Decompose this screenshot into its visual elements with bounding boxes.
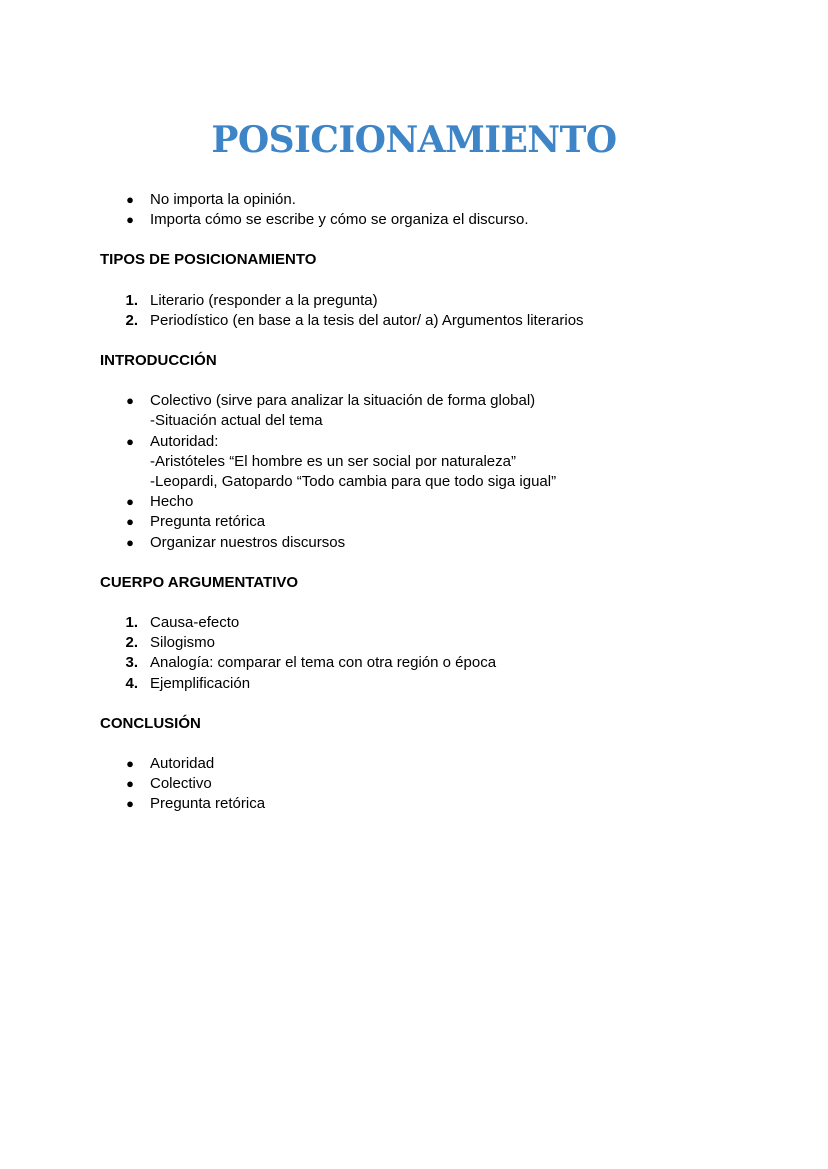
introduccion-bullet-list <box>100 391 780 553</box>
list-item-text: Pregunta retórica <box>150 513 266 531</box>
list-item <box>100 291 780 311</box>
list-item-text: Periodístico (en base a la tesis del autor/ a) Argumentos literarios <box>150 311 584 329</box>
list-number: 2. <box>125 634 138 652</box>
page-title: POSICIONAMIENTO <box>211 119 617 161</box>
list-item-text: Colectivo <box>150 775 212 793</box>
bullet-icon: ● <box>126 212 134 228</box>
list-item <box>100 633 780 653</box>
list-item-subline: -Leopardi, Gatopardo “Todo cambia para que todo siga igual” <box>150 473 557 491</box>
section-heading-introduccion: INTRODUCCIÓN <box>100 352 217 370</box>
list-item-text: Causa-efecto <box>150 614 240 632</box>
list-item <box>100 391 780 431</box>
tipos-numbered-list <box>100 291 780 331</box>
list-item <box>100 774 780 794</box>
conclusion-bullet-list <box>100 754 780 815</box>
list-item-text: Autoridad <box>150 755 215 773</box>
list-item-subline: -Aristóteles “El hombre es un ser social por naturaleza” <box>150 452 516 470</box>
list-item-text: Literario (responder a la pregunta) <box>150 291 378 309</box>
list-item <box>100 674 780 694</box>
list-item <box>100 311 780 331</box>
bullet-icon: ● <box>126 756 134 772</box>
list-item-text: Colectivo (sirve para analizar la situación de forma global) <box>150 392 536 410</box>
list-number: 2. <box>125 311 138 329</box>
list-item-text: Pregunta retórica <box>150 795 266 813</box>
list-item <box>100 613 780 633</box>
bullet-icon: ● <box>126 192 134 207</box>
list-item-text: Analogía: comparar el tema con otra región o época <box>150 654 497 672</box>
intro-bullet-list <box>100 190 780 230</box>
list-item <box>100 432 780 493</box>
list-item <box>100 533 780 553</box>
list-item <box>100 190 780 210</box>
document-body <box>100 190 780 815</box>
section-heading-conclusion: CONCLUSIÓN <box>100 714 201 732</box>
section-heading-cuerpo: CUERPO ARGUMENTATIVO <box>100 573 299 591</box>
list-item-text: Hecho <box>150 493 194 511</box>
list-item <box>100 653 780 673</box>
list-item-subline: -Situación actual del tema <box>150 412 323 430</box>
list-item <box>100 794 780 814</box>
list-item <box>100 754 780 774</box>
list-item-text: No importa la opinión. <box>150 191 296 208</box>
list-item-text: Organizar nuestros discursos <box>150 533 346 551</box>
bullet-icon: ● <box>126 494 134 510</box>
list-number: 1. <box>125 614 138 632</box>
list-item <box>100 492 780 512</box>
bullet-icon: ● <box>126 776 134 792</box>
bullet-icon: ● <box>126 514 134 530</box>
list-item-text: Importa cómo se escribe y cómo se organiza el discurso. <box>150 211 529 229</box>
list-number: 3. <box>125 654 138 672</box>
bullet-icon: ● <box>126 534 134 550</box>
bullet-icon: ● <box>126 796 134 812</box>
list-number: 1. <box>125 291 138 309</box>
cuerpo-numbered-list <box>100 613 780 694</box>
bullet-icon: ● <box>126 393 134 409</box>
bullet-icon: ● <box>126 433 134 449</box>
list-item <box>100 210 780 230</box>
list-item-text: Autoridad: <box>150 432 219 450</box>
section-heading-tipos: TIPOS DE POSICIONAMIENTO <box>100 251 317 269</box>
list-item-text: Ejemplificación <box>150 674 251 692</box>
list-number: 4. <box>125 674 138 692</box>
list-item-text: Silogismo <box>150 634 216 652</box>
list-item <box>100 512 780 532</box>
